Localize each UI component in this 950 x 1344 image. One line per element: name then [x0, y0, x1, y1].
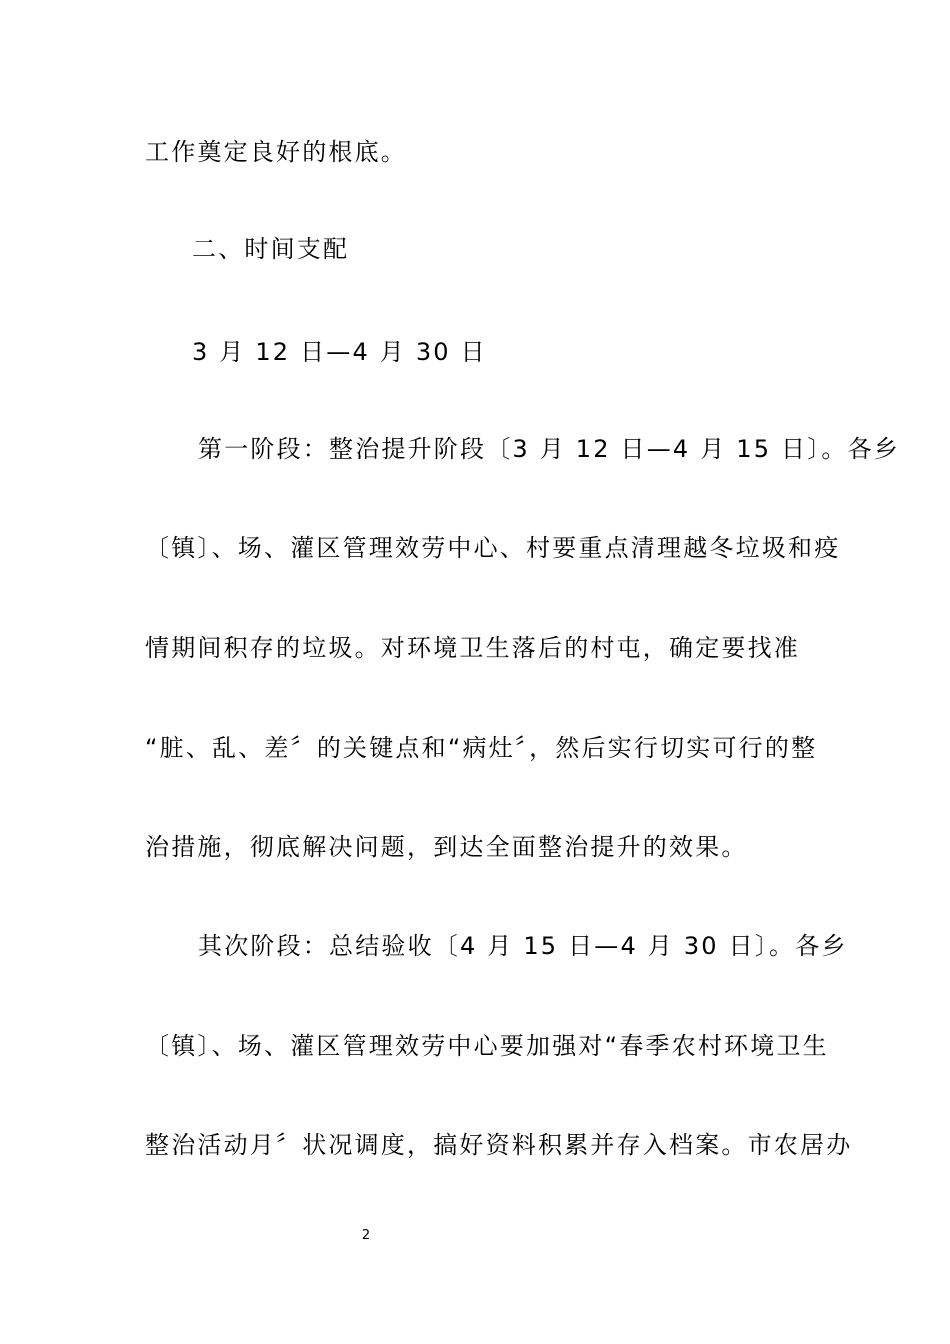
phase-two-line-2: 〔镇〕、场、灌区管理效劳中心要加强对“春季农村环境卫生: [145, 1032, 829, 1060]
section-heading-time-schedule: 二、时间支配: [192, 235, 350, 263]
phase-one-line-2: 〔镇〕、场、灌区管理效劳中心、村要重点清理越冬垃圾和疫: [145, 534, 841, 562]
phase-two-line-3: 整治活动月〞状况调度，搞好资料积累并存入档案。市农居办: [145, 1131, 853, 1159]
phase-one-line-3: 情期间积存的垃圾。对环境卫生落后的村屯，确定要找准: [145, 634, 800, 662]
page-number: 2: [361, 1228, 371, 1243]
phase-one-line-5: 治措施，彻底解决问题，到达全面整治提升的效果。: [145, 833, 748, 861]
phase-one-line-1: 第一阶段：整治提升阶段〔3 月 12 日—4 月 15 日〕。各乡: [198, 435, 900, 463]
paragraph-continuation-line: 工作奠定良好的根底。: [145, 138, 407, 166]
phase-two-line-1: 其次阶段：总结验收〔4 月 15 日—4 月 30 日〕。各乡: [198, 932, 848, 960]
phase-one-line-4: “脏、乱、差〞的关键点和“病灶〞，然后实行切实可行的整: [145, 734, 818, 762]
overall-date-range: 3 月 12 日—4 月 30 日: [192, 338, 487, 366]
